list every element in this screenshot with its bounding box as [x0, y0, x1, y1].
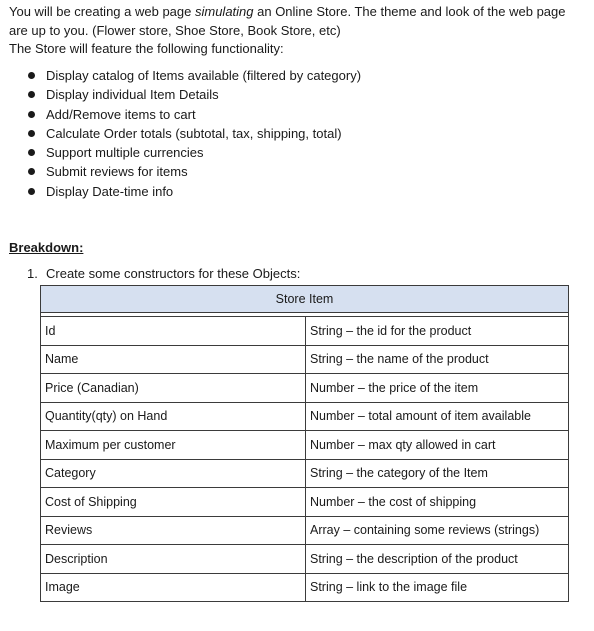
field-desc-cell: String – the description of the product — [306, 545, 569, 574]
feature-label: Display catalog of Items available (filtered by category) — [46, 68, 362, 83]
field-name-cell: Reviews — [41, 516, 306, 545]
step-item — [27, 266, 300, 281]
table-header-row — [41, 286, 569, 313]
table-row — [41, 459, 569, 488]
feature-item — [27, 182, 361, 201]
field-name-cell: Name — [41, 345, 306, 374]
feature-label: Calculate Order totals (subtotal, tax, shipping, total) — [46, 125, 342, 141]
table-title: Store Item — [41, 286, 569, 313]
bullet-icon — [28, 149, 35, 156]
feature-item — [27, 105, 361, 124]
intro-emphasis: simulating — [194, 4, 254, 19]
table-row — [41, 402, 569, 431]
feature-label: Display Date-time info — [46, 183, 174, 199]
field-desc-cell: String – the id for the product — [306, 317, 569, 346]
step-text: Create some constructors for these Objects: — [46, 266, 301, 281]
feature-label: Add/Remove items to cart — [46, 106, 196, 122]
feature-item — [27, 124, 361, 143]
field-desc-cell: Number – the price of the item — [306, 374, 569, 403]
table-row — [41, 516, 569, 545]
field-name-cell: Image — [41, 573, 306, 602]
field-name-cell: Cost of Shipping — [41, 488, 306, 517]
field-name-cell: Category — [41, 459, 306, 488]
table-row — [41, 374, 569, 403]
breakdown-heading: Breakdown: — [9, 240, 84, 255]
field-name-cell: Maximum per customer — [41, 431, 306, 460]
feature-label: Support multiple currencies — [46, 145, 204, 161]
table-row — [41, 573, 569, 602]
bullet-icon — [28, 130, 35, 137]
bullet-icon — [28, 168, 35, 175]
feature-item — [27, 85, 361, 104]
table-row — [41, 345, 569, 374]
table-row — [41, 317, 569, 346]
field-name-cell: Id — [41, 317, 306, 346]
field-desc-cell: Array – containing some reviews (strings) — [306, 516, 569, 545]
table-row — [41, 545, 569, 574]
intro-line1-pre: You will be creating a web page — [9, 4, 195, 19]
bullet-icon — [28, 188, 35, 195]
feature-item — [27, 162, 361, 181]
store-item-table — [40, 285, 569, 602]
bullet-icon — [28, 91, 35, 98]
field-desc-cell: Number – total amount of item available — [306, 402, 569, 431]
field-desc-cell: Number – the cost of shipping — [306, 488, 569, 517]
field-desc-cell: Number – max qty allowed in cart — [306, 431, 569, 460]
field-name-cell: Description — [41, 545, 306, 574]
field-desc-cell: String – link to the image file — [306, 573, 569, 602]
bullet-icon — [28, 111, 35, 118]
field-name-cell: Quantity(qty) on Hand — [41, 402, 306, 431]
intro-paragraph — [9, 3, 584, 40]
table-row — [41, 488, 569, 517]
table-row — [41, 431, 569, 460]
feature-label: Submit reviews for items — [46, 164, 188, 180]
feature-label: Display individual Item Details — [46, 87, 219, 103]
intro-text — [9, 3, 584, 59]
step-number: 1. — [27, 266, 38, 281]
feature-item — [27, 143, 361, 162]
intro-line2: The Store will feature the following functionality: — [9, 41, 284, 56]
feature-item — [27, 66, 361, 85]
intro-line1-post: an Online Store. The theme and look of the web page are up to you. (Flower store, Shoe Store, Book Store, etc) — [9, 4, 566, 38]
field-desc-cell: String – the name of the product — [306, 345, 569, 374]
field-desc-cell: String – the category of the Item — [306, 459, 569, 488]
field-name-cell: Price (Canadian) — [41, 374, 306, 403]
feature-list — [27, 66, 361, 201]
bullet-icon — [28, 72, 35, 79]
